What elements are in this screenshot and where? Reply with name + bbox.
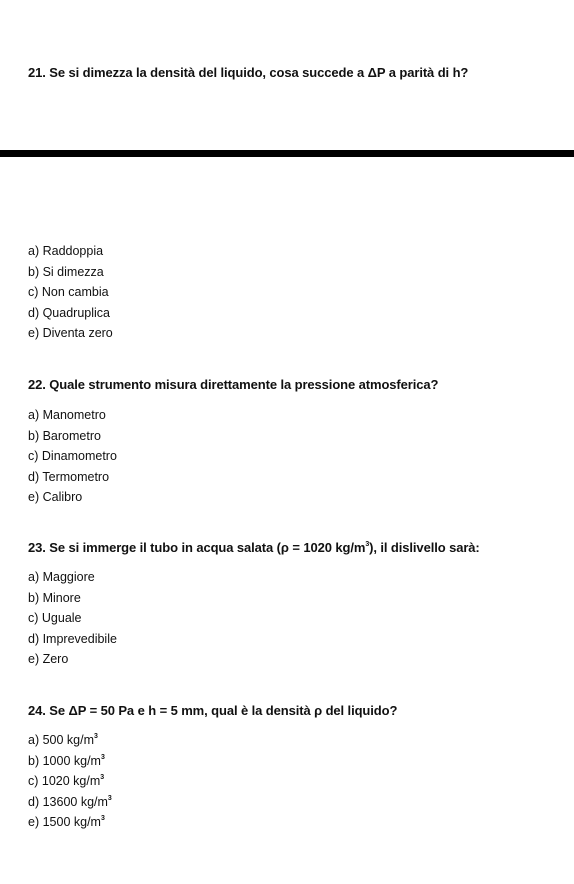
- option-24-b-value: b) 1000 kg/m: [28, 753, 101, 768]
- question-24: 24. Se ΔP = 50 Pa e h = 5 mm, qual è la densità ρ del liquido?: [28, 703, 398, 718]
- question-23-exponent: 3: [365, 541, 370, 548]
- option-24-b-exponent: 3: [100, 753, 105, 761]
- question-22: 22. Quale strumento misura direttamente la pressione atmosferica?: [28, 377, 439, 392]
- option-21-d: d) Quadruplica: [28, 305, 110, 320]
- option-21-e: e) Diventa zero: [28, 326, 113, 340]
- option-23-a: a) Maggiore: [28, 570, 95, 584]
- option-24-e-value: e) 1500 kg/m: [28, 815, 101, 829]
- option-22-c: c) Dinamometro: [28, 449, 117, 463]
- option-24-a-exponent: 3: [94, 733, 98, 740]
- question-23-text-end: ), il dislivello sarà:: [369, 540, 480, 555]
- option-22-e: e) Calibro: [28, 490, 83, 504]
- question-23: [28, 540, 480, 555]
- option-22-d: d) Termometro: [28, 469, 110, 484]
- option-21-b: b) Si dimezza: [28, 264, 104, 279]
- option-22-a: a) Manometro: [28, 408, 106, 422]
- option-24-a-value: a) 500 kg/m: [28, 733, 95, 747]
- option-24-d-value: d) 13600 kg/m: [28, 794, 108, 809]
- option-24-c: [28, 771, 112, 792]
- option-22-b: b) Barometro: [28, 428, 101, 443]
- question-22-options: [28, 405, 117, 508]
- option-24-d: [28, 792, 112, 813]
- question-21-options: [28, 241, 113, 344]
- option-23-e: e) Zero: [28, 652, 69, 666]
- option-24-e-exponent: 3: [100, 815, 105, 822]
- option-24-b: [28, 751, 112, 772]
- question-23-options: [28, 567, 117, 670]
- option-23-d: d) Imprevedibile: [28, 631, 117, 646]
- option-24-e: [28, 812, 112, 833]
- option-24-c-exponent: 3: [100, 774, 105, 781]
- option-23-c: c) Uguale: [28, 611, 82, 625]
- question-23-text-start: 23. Se si immerge il tubo in acqua salata (ρ = 1020 kg/m: [28, 540, 366, 555]
- option-24-c-value: c) 1020 kg/m: [28, 774, 101, 788]
- option-24-a: [28, 730, 112, 751]
- question-24-options: [28, 730, 112, 833]
- option-21-a: a) Raddoppia: [28, 244, 104, 258]
- option-21-c: c) Non cambia: [28, 285, 109, 299]
- section-divider: [0, 150, 574, 157]
- option-24-d-exponent: 3: [107, 794, 112, 802]
- question-21: 21. Se si dimezza la densità del liquido, cosa succede a ΔP a parità di h?: [28, 65, 469, 80]
- option-23-b: b) Minore: [28, 590, 81, 605]
